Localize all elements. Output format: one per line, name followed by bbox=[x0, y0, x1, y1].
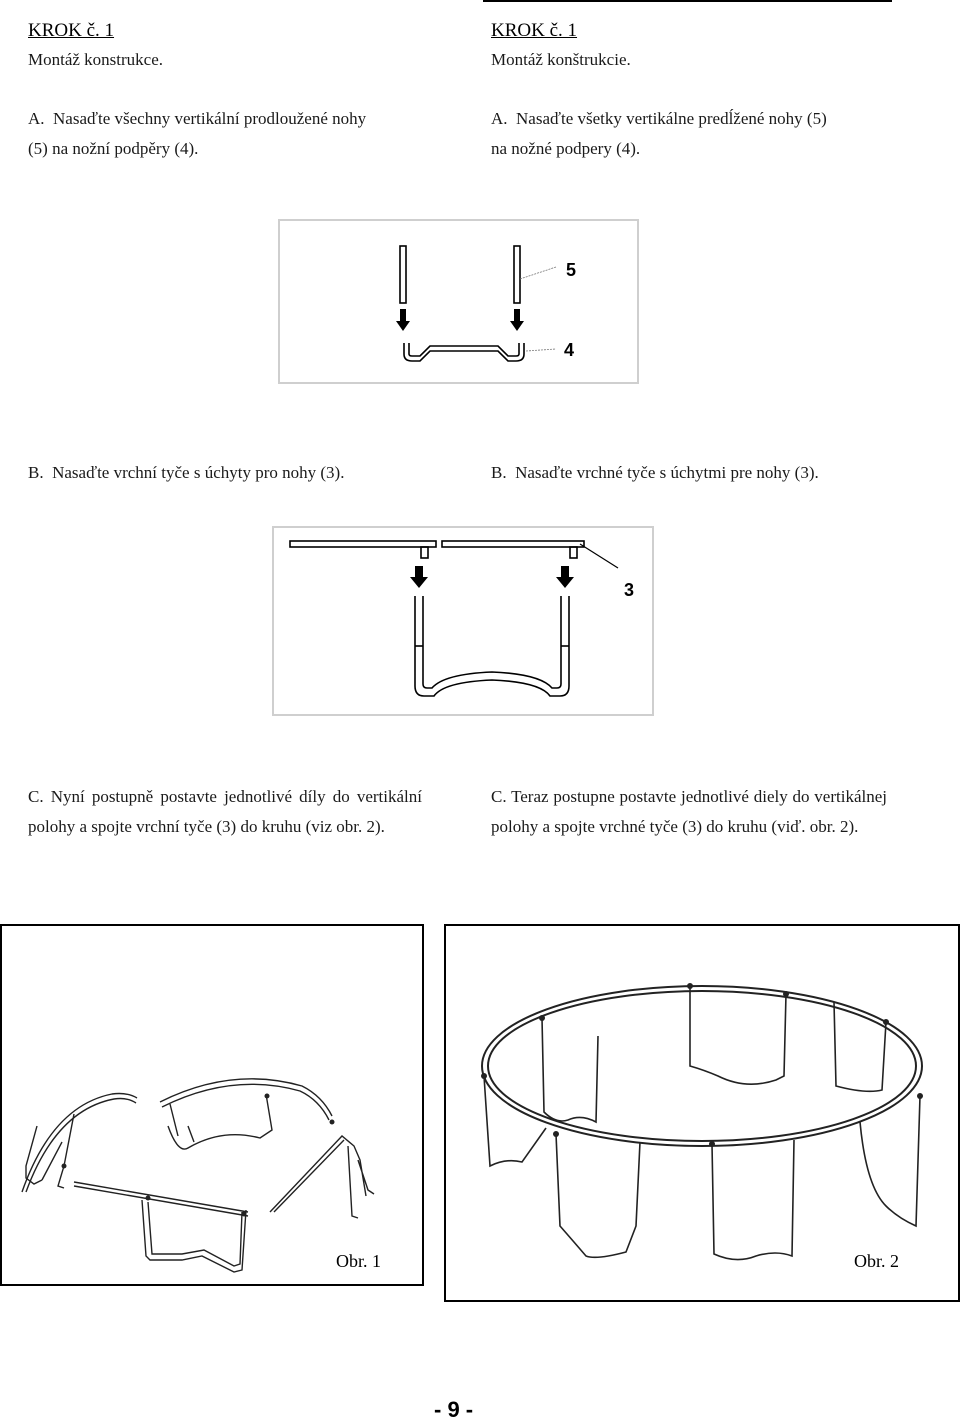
instruction-a-cz-line2: (5) na nožní podpěry (4). bbox=[28, 139, 199, 158]
top-rail-left bbox=[290, 541, 436, 547]
leg-u-frame bbox=[415, 596, 569, 696]
foot-support bbox=[404, 343, 524, 361]
extension-leg-right bbox=[514, 246, 520, 303]
figure-b-top-rails bbox=[272, 526, 654, 716]
arrow-down-icon bbox=[510, 309, 524, 331]
leg-socket-left bbox=[421, 547, 428, 558]
part-label-3: 3 bbox=[624, 580, 635, 600]
arrow-down-icon bbox=[556, 566, 574, 588]
leader-line-5 bbox=[520, 267, 556, 279]
instruction-a-sk-line2: na nožné podpery (4). bbox=[491, 139, 641, 158]
leg-frame bbox=[168, 1094, 272, 1149]
joint bbox=[783, 991, 789, 997]
top-rule bbox=[483, 0, 892, 2]
obr1-caption: Obr. 1 bbox=[336, 1251, 381, 1271]
leg-back-left bbox=[542, 1018, 598, 1122]
leg-u-frame bbox=[142, 1200, 246, 1272]
joint bbox=[539, 1015, 545, 1021]
step-title-sk: KROK č. 1 bbox=[491, 20, 578, 41]
joint bbox=[242, 1212, 247, 1217]
figure-b-drawing bbox=[274, 528, 652, 714]
joint bbox=[917, 1093, 923, 1099]
joint bbox=[687, 983, 693, 989]
figure-a-legs bbox=[278, 219, 639, 384]
instruction-a-cz-line1: A. Nasaďte všechny vertikální prodloužené nohy bbox=[28, 109, 367, 128]
leg-frame bbox=[26, 1114, 74, 1188]
instruction-c-cz: C. Nyní postupně postavte jednotlivé díly do vertikální polohy a spojte vrchní tyče (3) do kruhu (viz obr. 2). bbox=[28, 787, 422, 836]
extension-leg-left bbox=[400, 246, 406, 303]
part-label-5: 5 bbox=[566, 260, 577, 280]
joint bbox=[146, 1196, 151, 1201]
step-subtitle-sk: Montáž konštrukcie. bbox=[491, 50, 631, 69]
arc-rail bbox=[22, 1094, 137, 1193]
leg-front-center-right bbox=[712, 1140, 794, 1260]
frame-ring-outer bbox=[482, 986, 922, 1146]
joint bbox=[330, 1120, 335, 1125]
leg-frame bbox=[270, 1136, 374, 1218]
step-title-cz: KROK č. 1 bbox=[28, 20, 115, 41]
obr2-drawing bbox=[446, 926, 958, 1300]
joint bbox=[553, 1131, 559, 1137]
arrow-down-icon bbox=[396, 309, 410, 331]
instruction-b-sk: B. Nasaďte vrchné tyče s úchytmi pre nohy (3). bbox=[491, 463, 819, 482]
figure-obr2 bbox=[444, 924, 960, 1302]
page-number: - 9 - bbox=[434, 1397, 474, 1422]
obr2-caption: Obr. 2 bbox=[854, 1251, 899, 1271]
top-rail-right bbox=[442, 541, 584, 547]
joint bbox=[709, 1141, 715, 1147]
step-subtitle-cz: Montáž konstrukce. bbox=[28, 50, 164, 69]
arrow-down-icon bbox=[410, 566, 428, 588]
joint bbox=[883, 1019, 889, 1025]
obr1-drawing bbox=[2, 926, 422, 1284]
joint bbox=[481, 1073, 487, 1079]
figure-a-drawing bbox=[280, 221, 637, 382]
instruction-b-cz: B. Nasaďte vrchní tyče s úchyty pro nohy (3). bbox=[28, 463, 345, 482]
instruction-c-sk: C. Teraz postupne postavte jednotlivé diely do vertikálnej polohy a spojte vrchné tyče (3) do kruhu (viď. obr. 2). bbox=[491, 787, 887, 836]
part-label-4: 4 bbox=[564, 340, 575, 360]
figure-obr1 bbox=[0, 924, 424, 1286]
joint bbox=[265, 1094, 270, 1099]
arc-rail bbox=[162, 1084, 329, 1120]
leg-back-center bbox=[690, 986, 786, 1084]
leg-socket-right bbox=[570, 547, 577, 558]
straight-rail bbox=[74, 1182, 248, 1216]
leg-front-center-left bbox=[556, 1134, 640, 1257]
leader-line-4 bbox=[526, 349, 556, 351]
leg-front-right bbox=[860, 1096, 920, 1226]
instruction-a-sk-line1: A. Nasaďte všetky vertikálne predĺžené nohy (5) bbox=[491, 109, 827, 128]
leader-line-3 bbox=[580, 544, 618, 568]
leg-front-left bbox=[484, 1076, 546, 1166]
joint bbox=[62, 1164, 67, 1169]
